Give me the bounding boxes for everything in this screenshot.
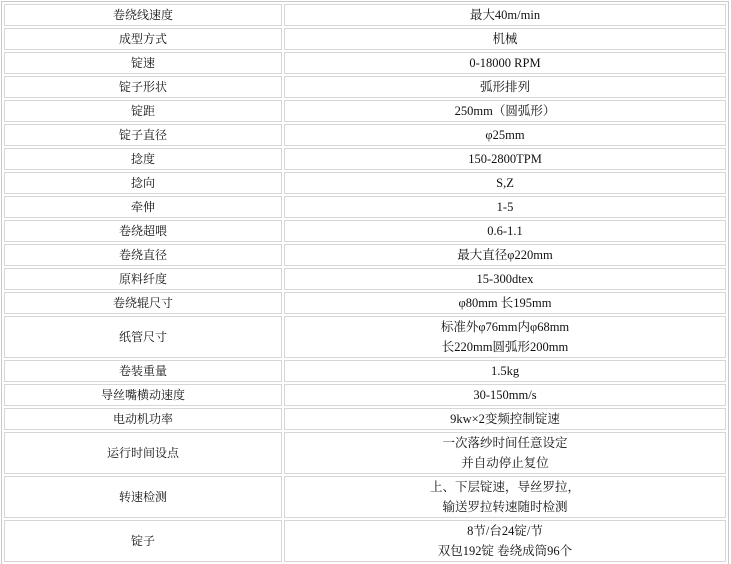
spec-value-line: 最大40m/min: [469, 8, 541, 22]
spec-row: [4, 432, 726, 474]
spec-value: [284, 28, 726, 50]
spec-row: [4, 220, 726, 242]
spec-value-line: 一次落纱时间任意设定: [442, 436, 568, 450]
spec-value: [284, 476, 726, 518]
spec-row: [4, 476, 726, 518]
spec-row: [4, 148, 726, 170]
spec-value-line: 最大直径φ220mm: [457, 248, 553, 262]
spec-value-line: S,Z: [496, 176, 514, 190]
spec-label: 锭子直径: [4, 124, 282, 146]
spec-value: [284, 384, 726, 406]
spec-row: [4, 268, 726, 290]
spec-value: [284, 432, 726, 474]
spec-label: 捻度: [4, 148, 282, 170]
spec-value: [284, 408, 726, 430]
spec-value-line: 8节/台24锭/节: [467, 524, 543, 538]
spec-label: 原料纤度: [4, 268, 282, 290]
spec-label: 牵伸: [4, 196, 282, 218]
spec-value: [284, 316, 726, 358]
spec-value: [284, 268, 726, 290]
spec-table: [2, 2, 728, 564]
spec-value: [284, 76, 726, 98]
spec-value-line: 30-150mm/s: [473, 388, 537, 402]
spec-value-line: 150-2800TPM: [468, 152, 542, 166]
spec-value-line: 1.5kg: [490, 364, 520, 378]
spec-value-line: 输送罗拉转速随时检测: [442, 500, 568, 514]
spec-row: [4, 4, 726, 26]
spec-value: [284, 148, 726, 170]
spec-row: [4, 124, 726, 146]
spec-label: 卷绕超喂: [4, 220, 282, 242]
spec-value: [284, 100, 726, 122]
spec-label: 锭子: [4, 520, 282, 562]
spec-row: [4, 76, 726, 98]
spec-row: [4, 360, 726, 382]
spec-value-line: 机械: [492, 32, 518, 46]
spec-label: 卷装重量: [4, 360, 282, 382]
spec-value-line: φ80mm 长195mm: [458, 296, 552, 310]
spec-row: [4, 172, 726, 194]
spec-value: [284, 4, 726, 26]
spec-value-line: 0.6-1.1: [487, 224, 523, 238]
spec-row: [4, 384, 726, 406]
spec-value-line: 上、下层锭速，导丝罗拉，: [429, 480, 580, 494]
spec-label: 捻向: [4, 172, 282, 194]
spec-value: [284, 172, 726, 194]
spec-row: [4, 244, 726, 266]
spec-label: 运行时间设点: [4, 432, 282, 474]
spec-value: [284, 292, 726, 314]
spec-value-line: 9kw×2变频控制锭速: [450, 412, 560, 426]
spec-label: 成型方式: [4, 28, 282, 50]
spec-label: 导丝嘴横动速度: [4, 384, 282, 406]
spec-value: [284, 244, 726, 266]
spec-row: [4, 408, 726, 430]
spec-label: 卷绕辊尺寸: [4, 292, 282, 314]
spec-value-line: 15-300dtex: [476, 272, 534, 286]
spec-row: [4, 196, 726, 218]
spec-label: 电动机功率: [4, 408, 282, 430]
spec-label: 锭子形状: [4, 76, 282, 98]
spec-value-line: 并自动停止复位: [461, 456, 549, 470]
spec-row: [4, 316, 726, 358]
spec-value-line: 标准外φ76mm内φ68mm: [440, 320, 570, 334]
spec-label: 卷绕线速度: [4, 4, 282, 26]
spec-row: [4, 100, 726, 122]
spec-value: [284, 124, 726, 146]
spec-row: [4, 28, 726, 50]
spec-value-line: 1-5: [496, 200, 514, 214]
spec-value-line: φ25mm: [485, 128, 525, 142]
spec-row: [4, 292, 726, 314]
spec-value: [284, 52, 726, 74]
spec-value: [284, 220, 726, 242]
spec-label: 卷绕直径: [4, 244, 282, 266]
spec-value: [284, 360, 726, 382]
spec-value-line: 250mm（圆弧形）: [454, 104, 556, 118]
spec-value-line: 0-18000 RPM: [469, 56, 541, 70]
spec-label: 转速检测: [4, 476, 282, 518]
spec-value-line: 双包192锭 卷绕成筒96个: [437, 544, 573, 558]
spec-value: [284, 196, 726, 218]
spec-row: [4, 52, 726, 74]
spec-label: 锭距: [4, 100, 282, 122]
spec-value-line: 弧形排列: [479, 80, 530, 94]
spec-label: 纸管尺寸: [4, 316, 282, 358]
spec-value-line: 长220mm圆弧形200mm: [441, 340, 569, 354]
spec-table-body: [4, 4, 726, 562]
spec-label: 锭速: [4, 52, 282, 74]
